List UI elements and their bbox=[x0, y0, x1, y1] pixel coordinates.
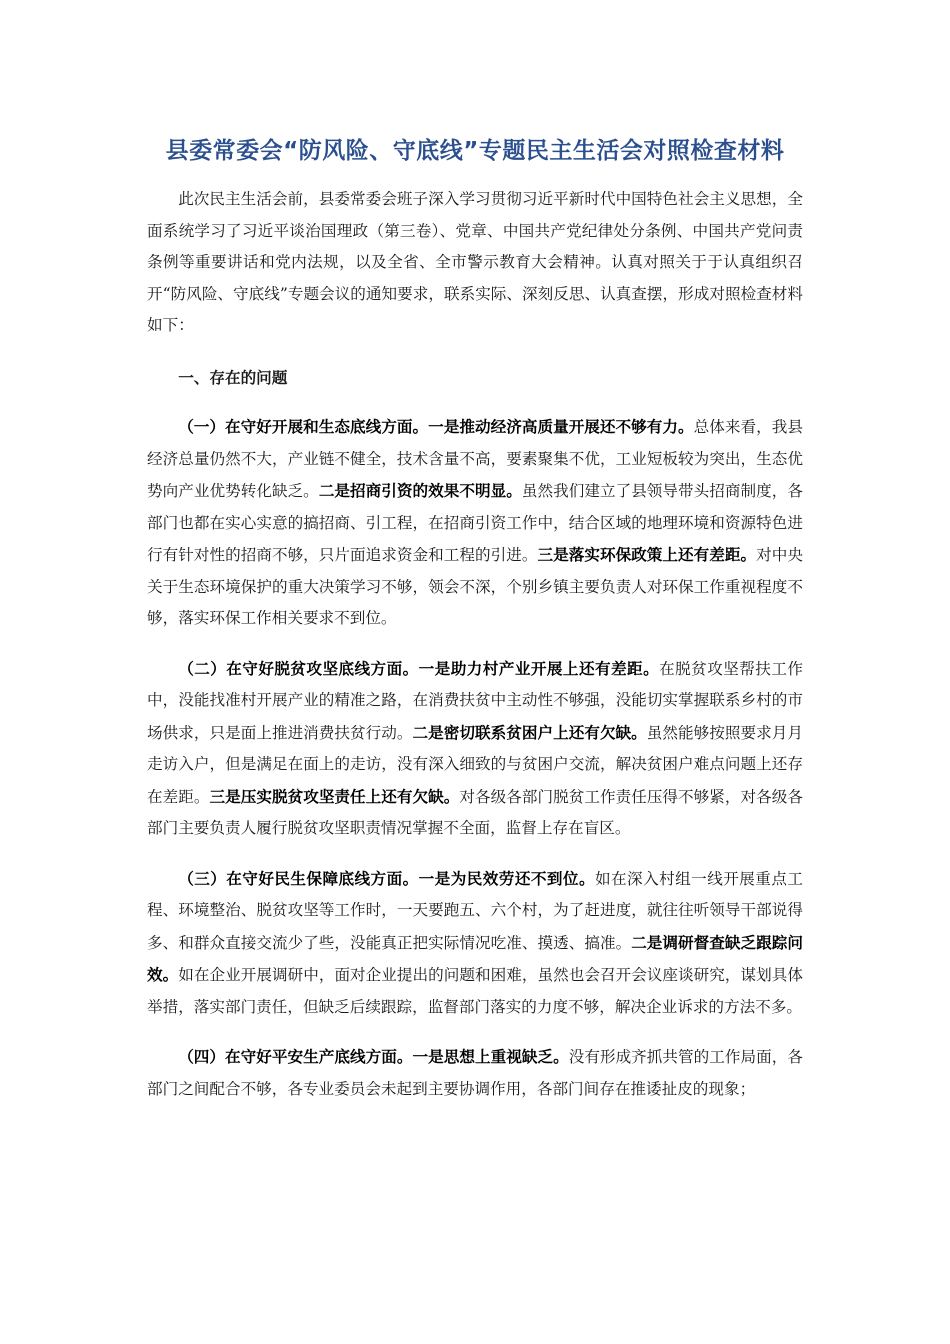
section-1-point-2-text: 虽然我们建立了县领导带头招商制度，各部门也都在实心实意的搞招商、引工程，在招商引资工作中，结合区域的地理环境和资源特色进行有针对性的招商不够，只片面追求资金和工程的引进。 bbox=[147, 482, 803, 564]
section-2-point-3-title: 三是压实脱贫攻坚责任上还有欠缺。 bbox=[209, 786, 460, 806]
section-2-label: （二）在守好脱贫攻坚底线方面。 bbox=[178, 658, 419, 678]
section-4-point-1-text: 没有形成齐抓共管的工作局面，各部门之间配合不够，各专业委员会未起到主要协调作用，各部门间存在推诿扯皮的现象； bbox=[147, 1048, 803, 1098]
section-1-label: （一）在守好开展和生态底线方面。 bbox=[178, 417, 429, 436]
section-1-point-3-text: 对中央关于生态环境保护的重大决策学习不够，领会不深，个别乡镇主要负责人对环保工作重视程度不够，落实环保工作相关要求不到位。 bbox=[147, 546, 803, 627]
section-2-point-1-title: 一是助力村产业开展上还有差距。 bbox=[418, 658, 660, 678]
section-heading: 一、存在的问题 bbox=[178, 367, 288, 387]
section-2-point-2-title: 二是密切联系贫困户上还有欠缺。 bbox=[412, 722, 647, 742]
section-4-point-1-title: 一是思想上重视缺乏。 bbox=[412, 1047, 569, 1066]
section-2-point-3-text: 对各级各部门脱贫工作责任压得不够紧，对各级各部门主要负责人履行脱贫攻坚职责情况掌握不全面，监督上存在盲区。 bbox=[147, 787, 803, 837]
section-3-point-2-title: 二是调研督查缺乏跟踪问效。 bbox=[147, 932, 803, 984]
section-3-point-1-title: 一是为民效劳还不到位。 bbox=[418, 868, 595, 888]
section-4-paragraph bbox=[147, 1041, 803, 1105]
section-1-point-1-title: 一是推动经济高质量开展还不够有力。 bbox=[428, 417, 694, 436]
section-3-point-2-text: 如在企业开展调研中，面对企业提出的问题和困难，虽然也会召开会议座谈研究，谋划具体举措，落实部门责任，但缺乏后续跟踪，监督部门落实的力度不够，解决企业诉求的方法不多。 bbox=[147, 966, 803, 1016]
section-1-point-2-title: 二是招商引资的效果不明显。 bbox=[318, 481, 522, 500]
page-title: 县委常委会“防风险、守底线”专题民主生活会对照检查材料 bbox=[165, 138, 785, 164]
section-2-point-2-text: 虽然能够按照要求月月走访入户，但是满足在面上的走访，没有深入细致的与贫困户交流，解决贫困户难点问题上还存在差距。 bbox=[147, 723, 803, 806]
intro-paragraph: 此次民主生活会前，县委常委会班子深入学习贯彻习近平新时代中国特色社会主义思想，全面系统学习了习近平谈治国理政（第三卷）、党章、中国共产党纪律处分条例、中国共产党问责条例等重要讲话和党内法规，以及全省、全市警示教育大会精神。认真对照关于于认真组织召开“防风险、守底线”专题会议的通知要求，联系实际、深刻反思、认真查摆，形成对照检查材料如下： bbox=[147, 190, 803, 334]
section-4-label: （四）在守好平安生产底线方面。 bbox=[178, 1047, 413, 1066]
section-3-paragraph bbox=[147, 863, 803, 1024]
section-3-point-1-text: 如在深入村组一线开展重点工程、环境整治、脱贫攻坚等工作时，一天要跑五、六个村，为了赶进度，就往往听领导干部说得多、和群众直接交流少了些，没能真正把实际情况吃准、摸透、搞准。 bbox=[147, 869, 803, 952]
section-1-point-3-title: 三是落实环保政策上还有差距。 bbox=[537, 545, 757, 564]
section-3-label: （三）在守好民生保障底线方面。 bbox=[178, 868, 419, 888]
section-2-point-1-text: 在脱贫攻坚帮扶工作中，没能找准村开展产业的精准之路，在消费扶贫中主动性不够强，没能切实掌握联系乡村的市场供求，只是面上推进消费扶贫行动。 bbox=[147, 659, 803, 742]
section-1-paragraph bbox=[147, 411, 803, 635]
section-2-paragraph bbox=[147, 653, 803, 845]
document-body bbox=[147, 184, 803, 1105]
section-1-point-1-text: 总体来看，我县经济总量仍然不大，产业链不健全，技术含量不高，要素聚集不优，工业短板较为突出，生态优势向产业优势转化缺乏。 bbox=[147, 418, 803, 500]
